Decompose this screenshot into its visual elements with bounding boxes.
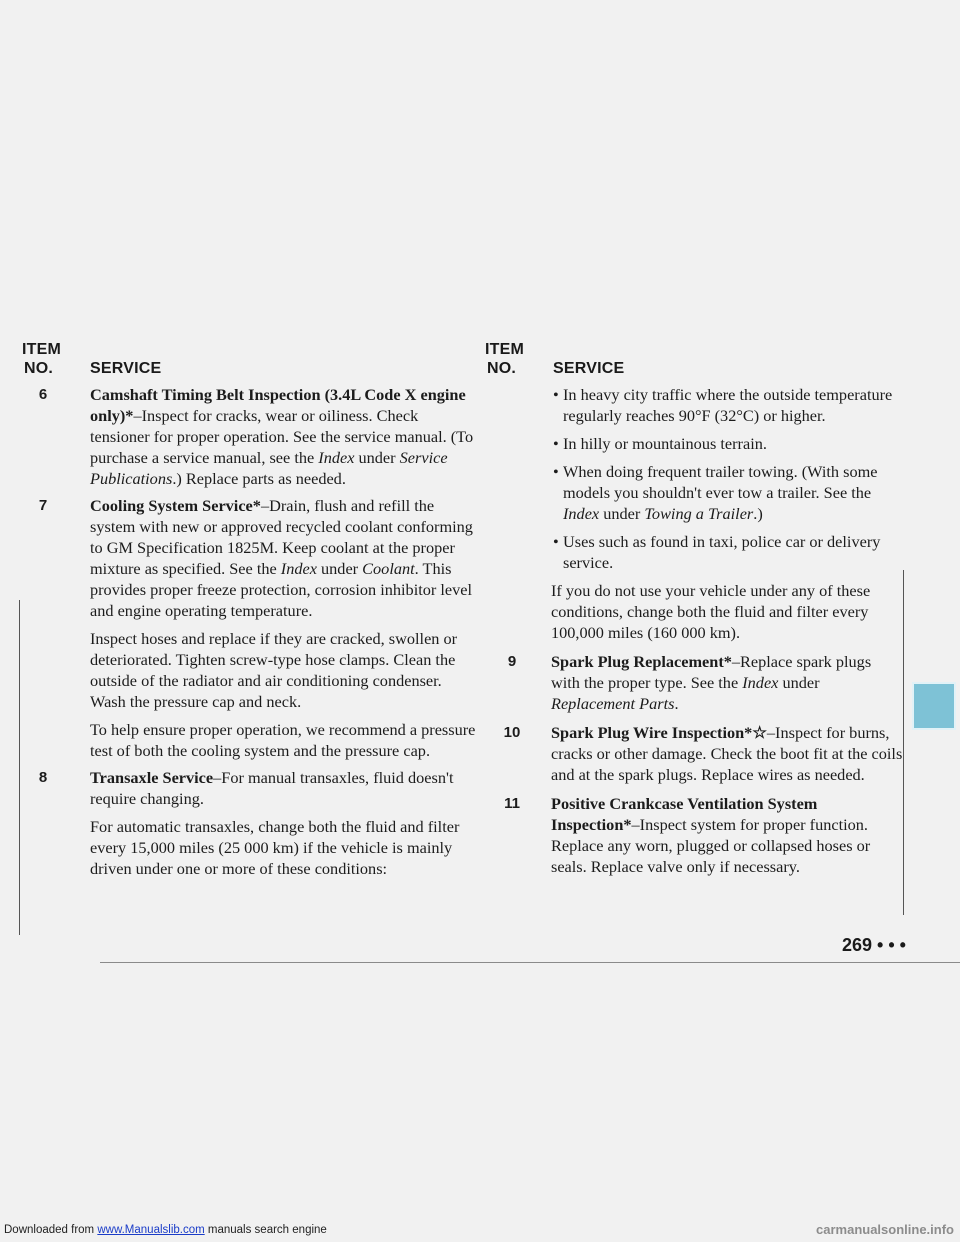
service-item-7 xyxy=(20,495,480,621)
item-text: –Replace spark plugs with the proper type. See the xyxy=(551,652,872,692)
item-text: –For manual transaxles, fluid doesn't require changing. xyxy=(90,768,454,808)
left-column-header xyxy=(20,340,480,378)
item-title: Spark Plug Wire Inspection*☆ xyxy=(551,723,767,742)
conditions-note: If you do not use your vehicle under any of these conditions, change both the fluid and filter every 100,000 miles (160 000 km). xyxy=(551,581,871,642)
item-text-end: . This provides proper freeze protection, corrosion inhibitor level and engine operating temperature. xyxy=(90,559,473,620)
item-8-paragraph-automatic: For automatic transaxles, change both the fluid and filter every 15,000 miles (25 000 km) if the vehicle is mainly driven under one or more of these conditions: xyxy=(90,817,460,878)
item-number: 6 xyxy=(38,386,48,403)
footer-prefix: Downloaded from xyxy=(4,1224,98,1236)
right-column xyxy=(483,340,903,877)
index-ref: Index xyxy=(742,673,779,692)
item-text: –Inspect for cracks, wear or oiliness. Check tensioner for proper operation. See the service manual. (To purchase a service manual, see the xyxy=(90,406,474,467)
bullet-text: When doing frequent trailer towing. (With some models you shouldn't ever tow a trailer. See the xyxy=(563,462,878,502)
conditions-list xyxy=(483,384,903,573)
item-7-paragraph-pressure-test: To help ensure proper operation, we recommend a pressure test of both the cooling system and the pressure cap. xyxy=(90,720,476,760)
item-title: Cooling System Service* xyxy=(90,496,261,515)
index-topic: Replacement Parts xyxy=(551,694,675,713)
item-text: –Inspect for burns, cracks or other damage. Check the boot fit at the coils and at the spark plugs. Replace wires as needed. xyxy=(551,723,903,784)
footer-suffix: manuals search engine xyxy=(204,1224,327,1236)
condition-bullet xyxy=(483,461,903,524)
condition-bullet: • In heavy city traffic where the outside temperature regularly reaches 90°F (32°C) or higher. xyxy=(483,384,903,426)
item-text-end: . xyxy=(674,694,679,713)
condition-bullet: • Uses such as found in taxi, police car or delivery service. xyxy=(483,531,903,573)
header-no-label: NO. xyxy=(487,360,517,377)
right-margin-rule xyxy=(903,570,904,915)
index-topic: Towing a Trailer xyxy=(644,504,754,523)
item-number: 8 xyxy=(38,769,48,786)
item-text: –Inspect system for proper function. Replace any worn, plugged or collapsed hoses or seals. Replace valve only if necessary. xyxy=(551,815,871,876)
header-no-label: NO. xyxy=(24,360,54,377)
header-item-label: ITEM xyxy=(485,341,525,358)
service-item-9 xyxy=(483,651,903,714)
item-title: Spark Plug Replacement* xyxy=(551,652,732,671)
index-ref: Index xyxy=(280,559,317,578)
item-text-end: .) Replace parts as needed. xyxy=(172,469,346,488)
index-ref: Index xyxy=(563,504,600,523)
item-text: –Drain, flush and refill the system with new or approved recycled coolant conforming to GM Specification 1825M. Keep coolant at the proper mixture as specified. See the xyxy=(90,496,473,578)
under-word: under xyxy=(316,559,363,578)
index-ref: Index xyxy=(318,448,355,467)
header-item-label: ITEM xyxy=(22,341,62,358)
item-title: Transaxle Service xyxy=(90,768,214,787)
condition-bullet: • In hilly or mountainous terrain. xyxy=(483,433,903,454)
watermark: carmanualsonline.info xyxy=(816,1222,954,1237)
page-number: 269 • • • xyxy=(842,935,906,955)
header-service-label: SERVICE xyxy=(90,360,162,377)
bullet-text-end: .) xyxy=(753,504,763,523)
item-7-paragraph-hoses: Inspect hoses and replace if they are cracked, swollen or deteriorated. Tighten screw-type hose clamps. Clean the outside of the radiator and air conditioning condenser. Wash the pressure cap and neck. xyxy=(90,629,458,711)
service-item-6 xyxy=(20,384,480,489)
right-column-header xyxy=(483,340,903,378)
under-word: under xyxy=(778,673,820,692)
service-item-11 xyxy=(483,793,903,877)
header-service-label: SERVICE xyxy=(553,360,625,377)
under-word: under xyxy=(354,448,400,467)
item-title: Positive Crankcase Ventilation System Inspection* xyxy=(551,794,818,834)
item-number: 7 xyxy=(38,497,48,514)
item-title: Camshaft Timing Belt Inspection (3.4L Code X engine only)* xyxy=(90,385,466,425)
download-footer xyxy=(4,1224,327,1236)
service-item-10 xyxy=(483,722,903,785)
under-word: under xyxy=(599,504,645,523)
index-topic: Service Publications xyxy=(90,448,448,488)
item-number: 9 xyxy=(507,653,517,670)
manualslib-link[interactable]: www.Manualslib.com xyxy=(97,1224,205,1236)
index-topic: Coolant xyxy=(362,559,415,578)
bottom-rule xyxy=(100,962,960,963)
service-item-8 xyxy=(20,767,480,809)
left-column xyxy=(20,340,480,879)
section-tab-marker xyxy=(912,682,956,730)
left-margin-rule xyxy=(19,600,20,935)
item-number: 11 xyxy=(504,795,520,812)
item-number: 10 xyxy=(503,724,521,741)
